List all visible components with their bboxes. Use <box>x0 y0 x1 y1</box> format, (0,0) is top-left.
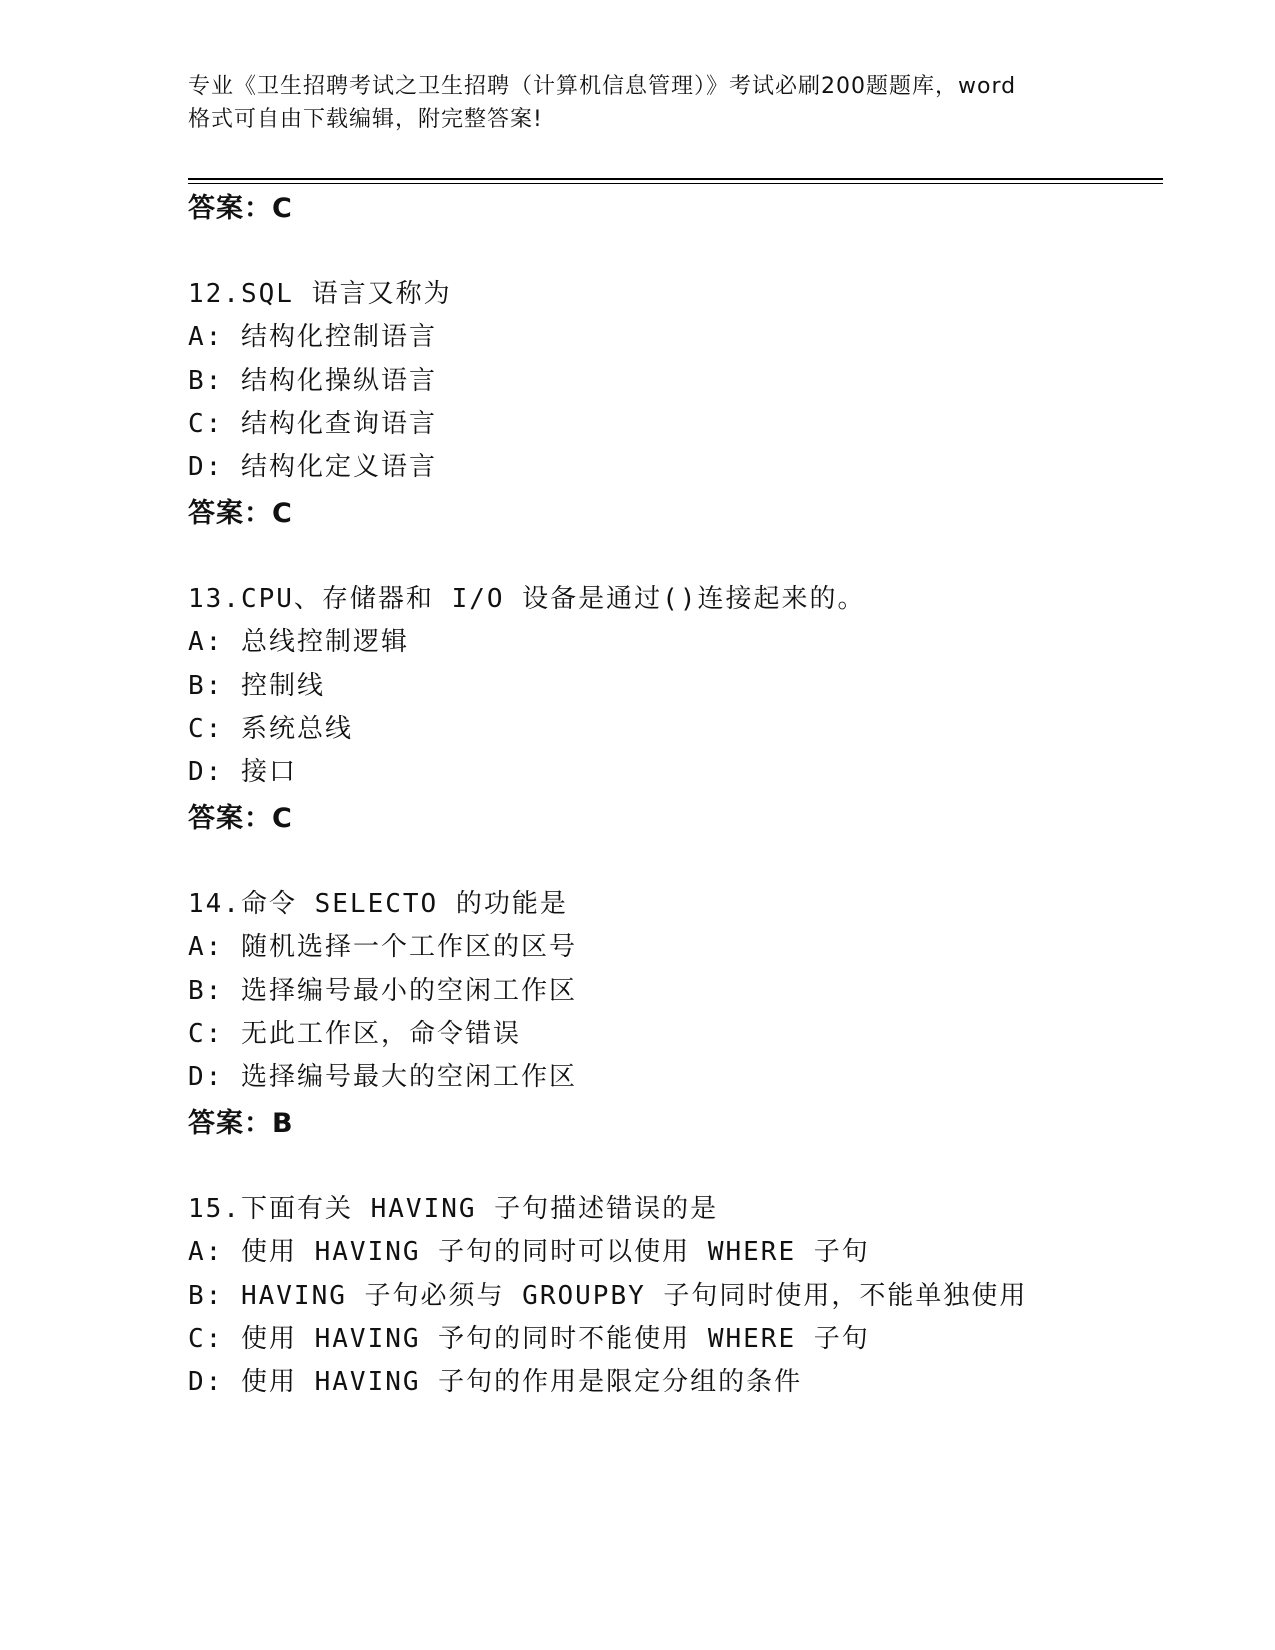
answer-line: 答案：C <box>188 803 293 834</box>
option-b: B: 控制线 <box>188 671 325 701</box>
header-line-1: 专业《卫生招聘考试之卫生招聘（计算机信息管理）》考试必刷200题题库，word <box>188 74 1017 99</box>
option-b: B: HAVING 子句必须与 GROUPBY 子句同时使用，不能单独使用 <box>188 1281 1028 1311</box>
document-header <box>188 70 1088 136</box>
option-a: A: 结构化控制语言 <box>188 322 437 352</box>
option-d: D: 使用 HAVING 子句的作用是限定分组的条件 <box>188 1367 803 1397</box>
option-d: D: 接口 <box>188 757 297 787</box>
option-b: B: 选择编号最小的空闲工作区 <box>188 976 577 1006</box>
option-d: D: 结构化定义语言 <box>188 452 437 482</box>
option-b: B: 结构化操纵语言 <box>188 366 437 396</box>
option-a: A: 使用 HAVING 子句的同时可以使用 WHERE 子句 <box>188 1237 870 1267</box>
header-line-2: 格式可自由下载编辑，附完整答案! <box>188 107 543 132</box>
option-c: C: 使用 HAVING 予句的同时不能使用 WHERE 子句 <box>188 1324 870 1354</box>
option-a: A: 总线控制逻辑 <box>188 627 409 657</box>
question-stem: 14.命令 SELECTO 的功能是 <box>188 889 568 919</box>
answer-line: 答案：C <box>188 498 293 529</box>
option-c: C: 系统总线 <box>188 714 353 744</box>
option-d: D: 选择编号最大的空闲工作区 <box>188 1062 577 1092</box>
option-c: C: 结构化查询语言 <box>188 409 437 439</box>
answer-line: 答案：B <box>188 1108 294 1139</box>
question-stem: 13.CPU、存储器和 I/O 设备是通过()连接起来的。 <box>188 584 866 614</box>
answer-line: 答案：C <box>188 193 293 224</box>
question-stem: 15.下面有关 HAVING 子句描述错误的是 <box>188 1194 719 1224</box>
option-a: A: 随机选择一个工作区的区号 <box>188 932 577 962</box>
header-divider <box>188 178 1163 184</box>
option-c: C: 无此工作区，命令错误 <box>188 1019 521 1049</box>
question-stem: 12.SQL 语言又称为 <box>188 279 452 309</box>
document-page <box>188 0 1163 1650</box>
